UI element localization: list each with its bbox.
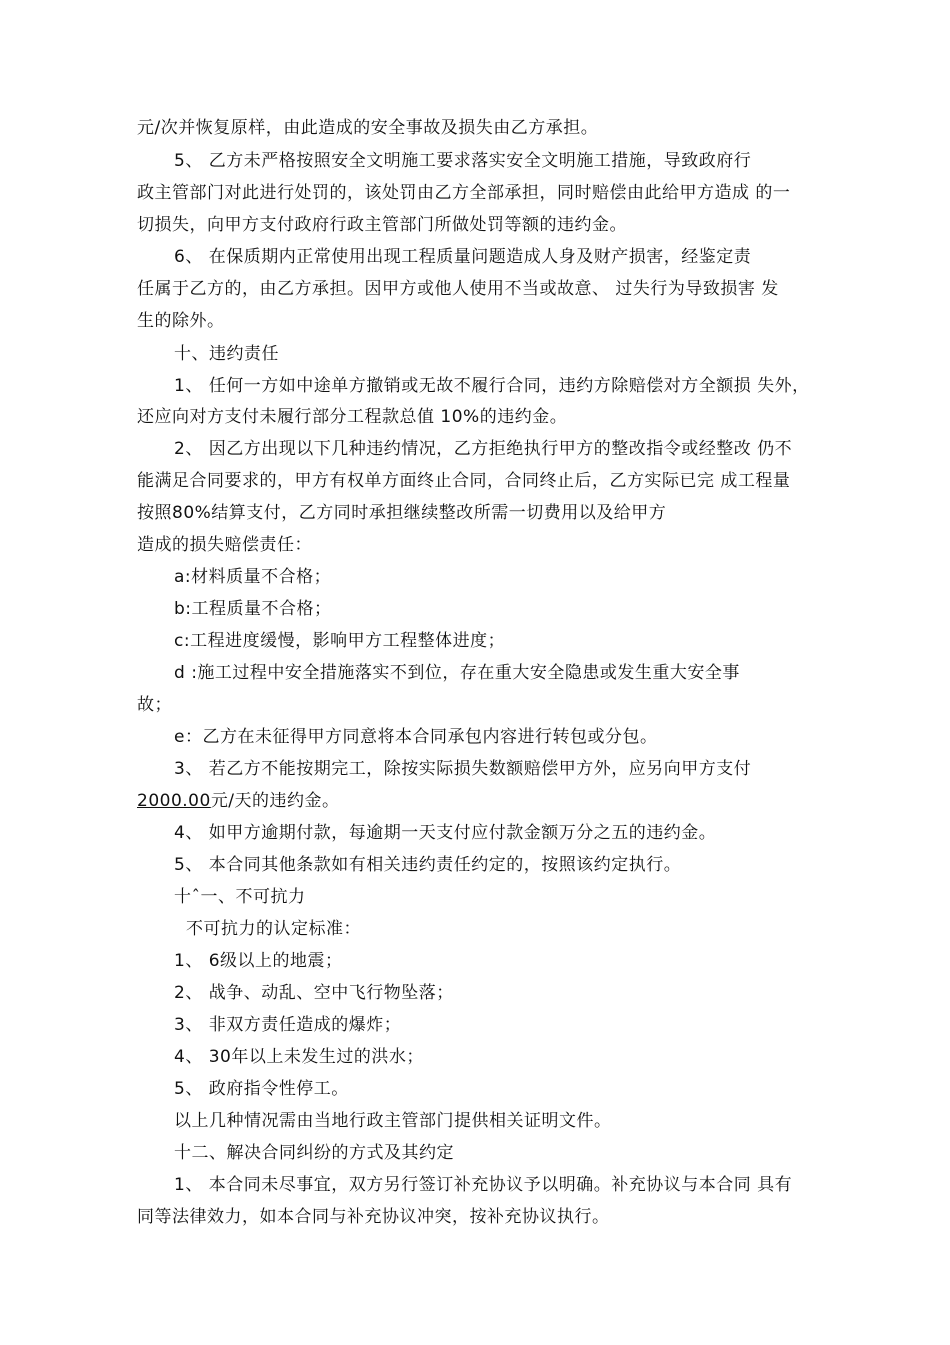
text-line: 6、 在保质期内正常使用出现工程质量问题造成人身及财产损害，经鉴定责 — [174, 247, 752, 267]
list-item: 3、 非双方责任造成的爆炸； — [174, 1015, 402, 1035]
text-line: 3、 若乙方不能按期完工，除按实际损失数额赔偿甲方外，应另向甲方支付 — [174, 759, 752, 779]
text-line: 政主管部门对此进行处罚的，该处罚由乙方全部承担，同时赔偿由此给甲方造成 的一 — [137, 183, 791, 203]
list-item: e：乙方在未征得甲方同意将本合同承包内容进行转包或分包。 — [174, 727, 658, 747]
list-item: c:工程进度缓慢，影响甲方工程整体进度； — [174, 631, 506, 651]
list-item: 1、 6级以上的地震； — [174, 951, 343, 971]
text-line: 同等法律效力，如本合同与补充协议冲突，按补充协议执行。 — [137, 1207, 610, 1227]
penalty-rest: 元/天的违约金。 — [210, 791, 340, 811]
text-line: 1、 任何一方如中途单方撤销或无故不履行合同，违约方除赔偿对方全额损 失外， — [174, 376, 810, 396]
text-line: 切损失，向甲方支付政府行政主管部门所做处罚等额的违约金。 — [137, 215, 627, 235]
text-line: 5、 本合同其他条款如有相关违约责任约定的，按照该约定执行。 — [174, 855, 682, 875]
list-item: 2、 战争、动乱、空中飞行物坠落； — [174, 983, 454, 1003]
text-line: 2、 因乙方出现以下几种违约情况，乙方拒绝执行甲方的整改指令或经整改 仍不 — [174, 439, 793, 459]
list-item: b:工程质量不合格； — [174, 599, 332, 619]
text-line: 还应向对方支付未履行部分工程款总值 10%的违约金。 — [137, 407, 568, 427]
text-line: 造成的损失赔偿责任： — [137, 535, 312, 555]
list-item: 4、 30年以上未发生过的洪水； — [174, 1047, 424, 1067]
text-line: 任属于乙方的，由乙方承担。因甲方或他人使用不当或故意、 过失行为导致损害 发 — [137, 279, 779, 299]
text-line: 4、 如甲方逾期付款，每逾期一天支付应付款金额万分之五的违约金。 — [174, 823, 717, 843]
text-line: 元/次并恢复原样，由此造成的安全事故及损失由乙方承担。 — [137, 118, 599, 138]
section-heading: 十二、解决合同纠纷的方式及其约定 — [174, 1143, 454, 1163]
text-line: 不可抗力的认定标准： — [186, 919, 361, 939]
text-line: 生的除外。 — [137, 311, 225, 331]
text-line: 以上几种情况需由当地行政主管部门提供相关证明文件。 — [174, 1111, 612, 1131]
section-heading: 十、违约责任 — [174, 344, 279, 364]
list-item: d :施工过程中安全措施落实不到位，存在重大安全隐患或发生重大安全事 — [174, 663, 740, 683]
section-heading: 十ˆ一、不可抗力 — [174, 887, 306, 907]
text-line: 故； — [137, 695, 172, 715]
list-item: a:材料质量不合格； — [174, 567, 332, 587]
text-line: 1、 本合同未尽事宜，双方另行签订补充协议予以明确。补充协议与本合同 具有 — [174, 1175, 793, 1195]
text-line: 按照80%结算支付，乙方同时承担继续整改所需一切费用以及给甲方 — [137, 503, 667, 523]
penalty-line — [137, 790, 340, 812]
text-line: 5、 乙方未严格按照安全文明施工要求落实安全文明施工措施，导致政府行 — [174, 151, 752, 171]
penalty-amount: 2000.00 — [137, 791, 211, 811]
list-item: 5、 政府指令性停工。 — [174, 1079, 349, 1099]
text-line: 能满足合同要求的，甲方有权单方面终止合同，合同终止后，乙方实际已完 成工程量 — [137, 471, 791, 491]
